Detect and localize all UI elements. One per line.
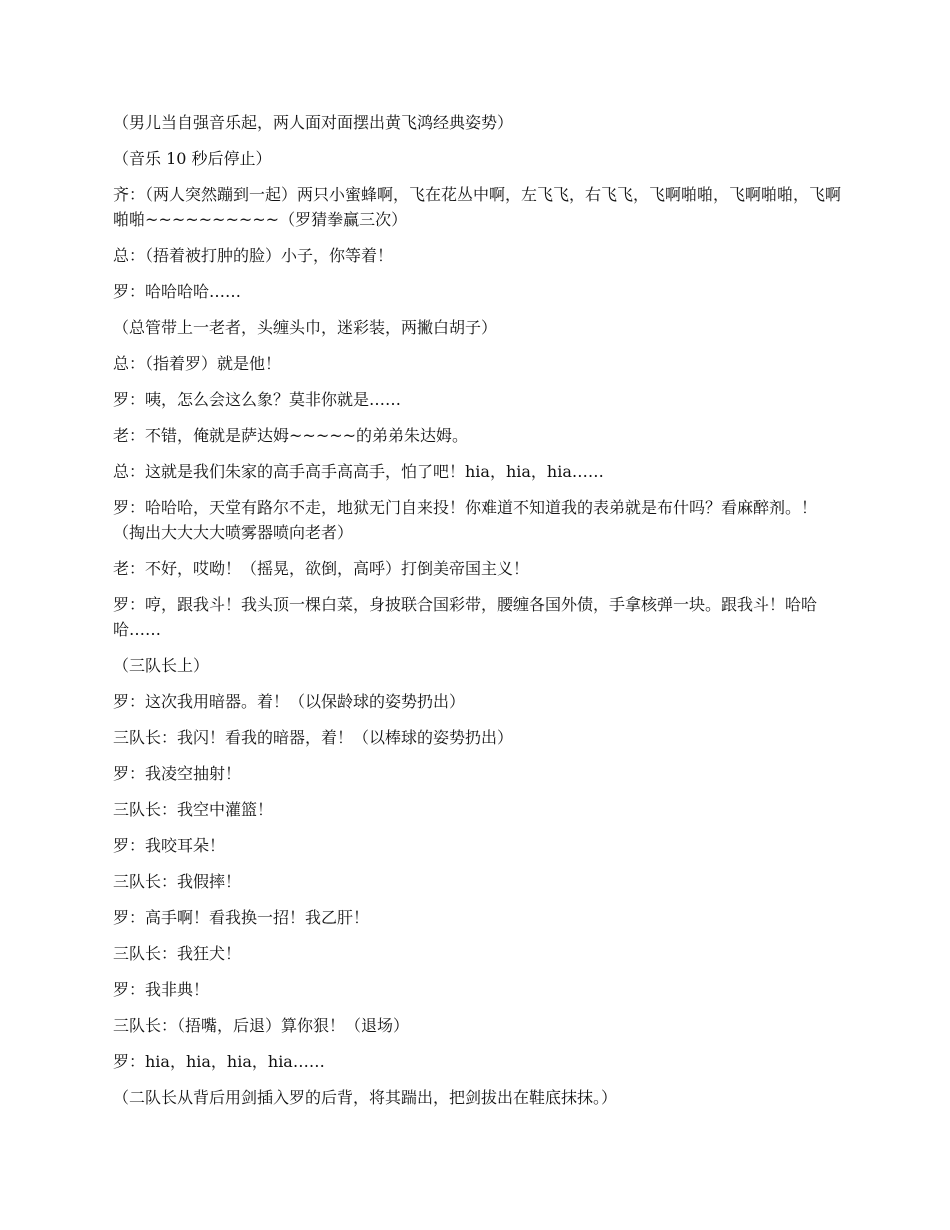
dialogue-line: 总：（指着罗）就是他！ bbox=[113, 354, 282, 373]
stage-direction: （二队长从背后用剑插入罗的后背，将其踹出，把剑拔出在鞋底抹抹。） bbox=[113, 1088, 618, 1107]
stage-direction: （男儿当自强音乐起，两人面对面摆出黄飞鸿经典姿势） bbox=[113, 113, 514, 132]
dialogue-line: 三队长：我假摔！ bbox=[113, 872, 242, 891]
dialogue-line: 齐：（两人突然蹦到一起）两只小蜜蜂啊，飞在花丛中啊，左飞飞，右飞飞，飞啊啪啪，飞啊啪啪，飞啊啪啪~~~~~~~~~~（罗猜拳赢三次） bbox=[113, 185, 842, 229]
dialogue-line: 罗：我咬耳朵！ bbox=[113, 836, 226, 855]
stage-direction: （三队长上） bbox=[113, 656, 210, 675]
dialogue-line: 总：这就是我们朱家的高手高手高高手，怕了吧！hia，hia，hia…… bbox=[113, 462, 604, 481]
dialogue-line: 罗：我凌空抽射！ bbox=[113, 764, 242, 783]
dialogue-line: 三队长：我空中灌篮！ bbox=[113, 800, 274, 819]
dialogue-line: 总：（捂着被打肿的脸）小子，你等着！ bbox=[113, 246, 394, 265]
dialogue-line: 罗：高手啊！看我换一招！我乙肝！ bbox=[113, 908, 370, 927]
dialogue-line: 罗：咦，怎么会这么象？莫非你就是…… bbox=[113, 390, 402, 409]
dialogue-line: 罗：哼，跟我斗！我头顶一棵白菜，身披联合国彩带，腰缠各国外债，手拿核弹一块。跟我斗！哈哈哈…… bbox=[113, 595, 818, 639]
dialogue-line: 罗：这次我用暗器。着！（以保龄球的姿势扔出） bbox=[113, 692, 466, 711]
dialogue-line: 罗：我非典！ bbox=[113, 980, 210, 999]
dialogue-line: 三队长：我狂犬！ bbox=[113, 944, 242, 963]
dialogue-line: 罗：哈哈哈，天堂有路尔不走，地狱无门自来投！你难道不知道我的表弟就是布什吗？看麻醉剂。！（掏出大大大大喷雾器喷向老者） bbox=[113, 498, 818, 542]
dialogue-line: 三队长：（捂嘴，后退）算你狠！（退场） bbox=[113, 1016, 410, 1035]
document-body bbox=[113, 110, 843, 1121]
stage-direction: （音乐 10 秒后停止） bbox=[113, 149, 272, 168]
dialogue-line: 三队长：我闪！看我的暗器，着！（以棒球的姿势扔出） bbox=[113, 728, 514, 747]
dialogue-line: 罗：hia，hia，hia，hia…… bbox=[113, 1052, 325, 1071]
dialogue-line: 老：不错，俺就是萨达姆~~~~~的弟弟朱达姆。 bbox=[113, 426, 469, 445]
dialogue-line: 老：不好，哎呦！（摇晃，欲倒，高呼）打倒美帝国主义！ bbox=[113, 559, 530, 578]
stage-direction: （总管带上一老者，头缠头巾，迷彩装，两撇白胡子） bbox=[113, 318, 498, 337]
dialogue-line: 罗：哈哈哈哈…… bbox=[113, 282, 242, 301]
